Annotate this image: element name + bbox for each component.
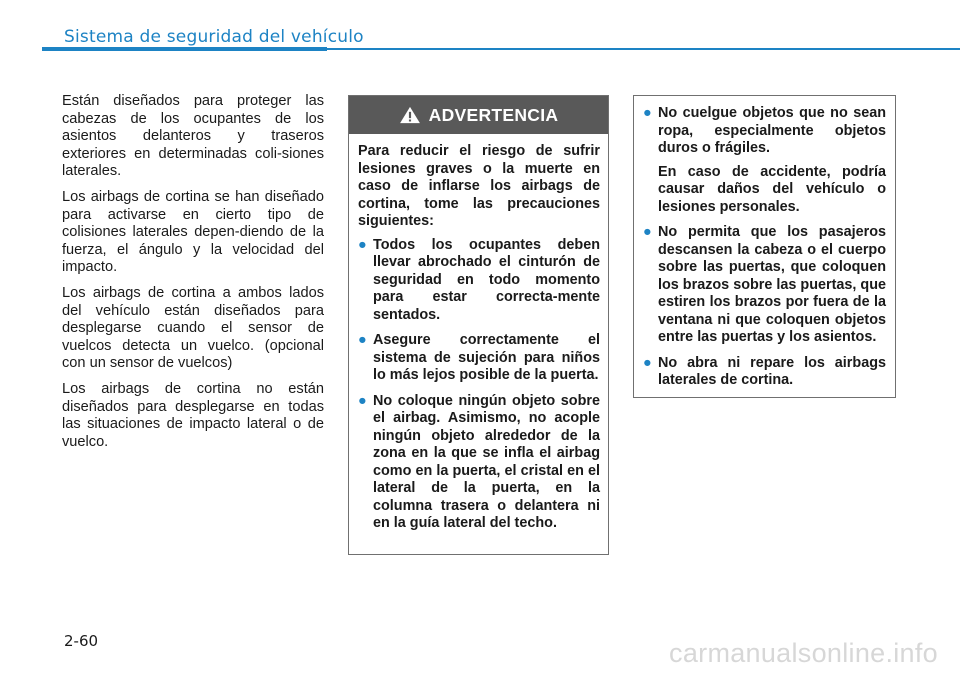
header-rule-accent [42,47,327,51]
warning-bullet-list [358,237,600,533]
warning-triangle-icon [399,106,421,124]
warning-bullet [358,332,600,385]
continued-bullet-list [643,105,886,390]
bullet-dot-icon: ● [358,236,367,253]
bullet-dot-icon: ● [358,332,367,348]
page-number: 2-60 [64,632,99,650]
warning-body [349,134,608,533]
intro-text-column [62,93,324,459]
intro-paragraph: Están diseñados para proteger las cabezas de los ocupantes de los asientos delanteros y traseros exteriores en determinadas coli-siones laterales. [62,93,324,180]
warning-header [349,96,608,134]
warning-bullet [358,237,600,325]
warning-intro: Para reducir el riesgo de sufrir lesiones graves o la muerte en caso de inflarse los airbags de cortina, tome las precauciones siguientes: [358,143,600,229]
warning-bullet-text: Todos los ocupantes deben llevar abrochado el cinturón de seguridad en todo momento para estar correcta-mente sentados. [373,236,600,323]
continued-bullet [643,224,886,347]
continued-bullet [643,355,886,390]
intro-paragraph: Los airbags de cortina a ambos lados del vehículo están diseñados para desplegarse cuando el sensor de vuelcos detecta un vuelco. (opcional con un sensor de vuelcos) [62,284,324,372]
warning-box [348,95,609,555]
bullet-dot-icon: ● [643,354,652,371]
watermark: carmanualsonline.info [669,638,938,668]
bullet-dot-icon: ● [643,224,652,240]
header-rule [327,48,960,50]
warning-bullet-text: Asegure correctamente el sistema de sujeción para niños lo más lejos posible de la puerta. [373,332,600,383]
continued-bullet-note: En caso de accidente, podría causar daños del vehículo o lesiones personales. [658,163,886,215]
bullet-dot-icon: ● [643,105,652,121]
warning-title: ADVERTENCIA [428,104,559,125]
bullet-dot-icon: ● [358,392,367,409]
warning-bullet-text: No coloque ningún objeto sobre el airbag. Asimismo, no acople ningún objeto alrededor de la zona en la que se infla el airbag como en la puerta, el cristal en el lateral de la puerta, en la columna trasera o delantera ni en la guía lateral del techo. [373,392,600,531]
warning-continued-box [633,95,896,398]
section-title: Sistema de seguridad del vehículo [64,27,364,47]
intro-paragraph: Los airbags de cortina se han diseñado para activarse en cierto tipo de colisiones laterales depen-diendo de la fuerza, el ángulo y la velocidad del impacto. [62,188,324,276]
intro-paragraph: Los airbags de cortina no están diseñados para desplegarse en todas las situaciones de impacto lateral o de vuelco. [62,380,324,450]
continued-bullet-text: No abra ni repare los airbags laterales de cortina. [658,354,886,388]
continued-bullet-text: No permita que los pasajeros descansen la cabeza o el cuerpo sobre las puertas, que coloquen los brazos sobre las puertas, que estiren los brazos por fuera de la ventana ni que coloquen objetos entre las puertas y los asientos. [658,224,886,345]
continued-bullet-text: No cuelgue objetos que no sean ropa, especialmente objetos duros o frágiles. [658,105,886,156]
warning-bullet [358,393,600,533]
continued-bullet [643,105,886,216]
